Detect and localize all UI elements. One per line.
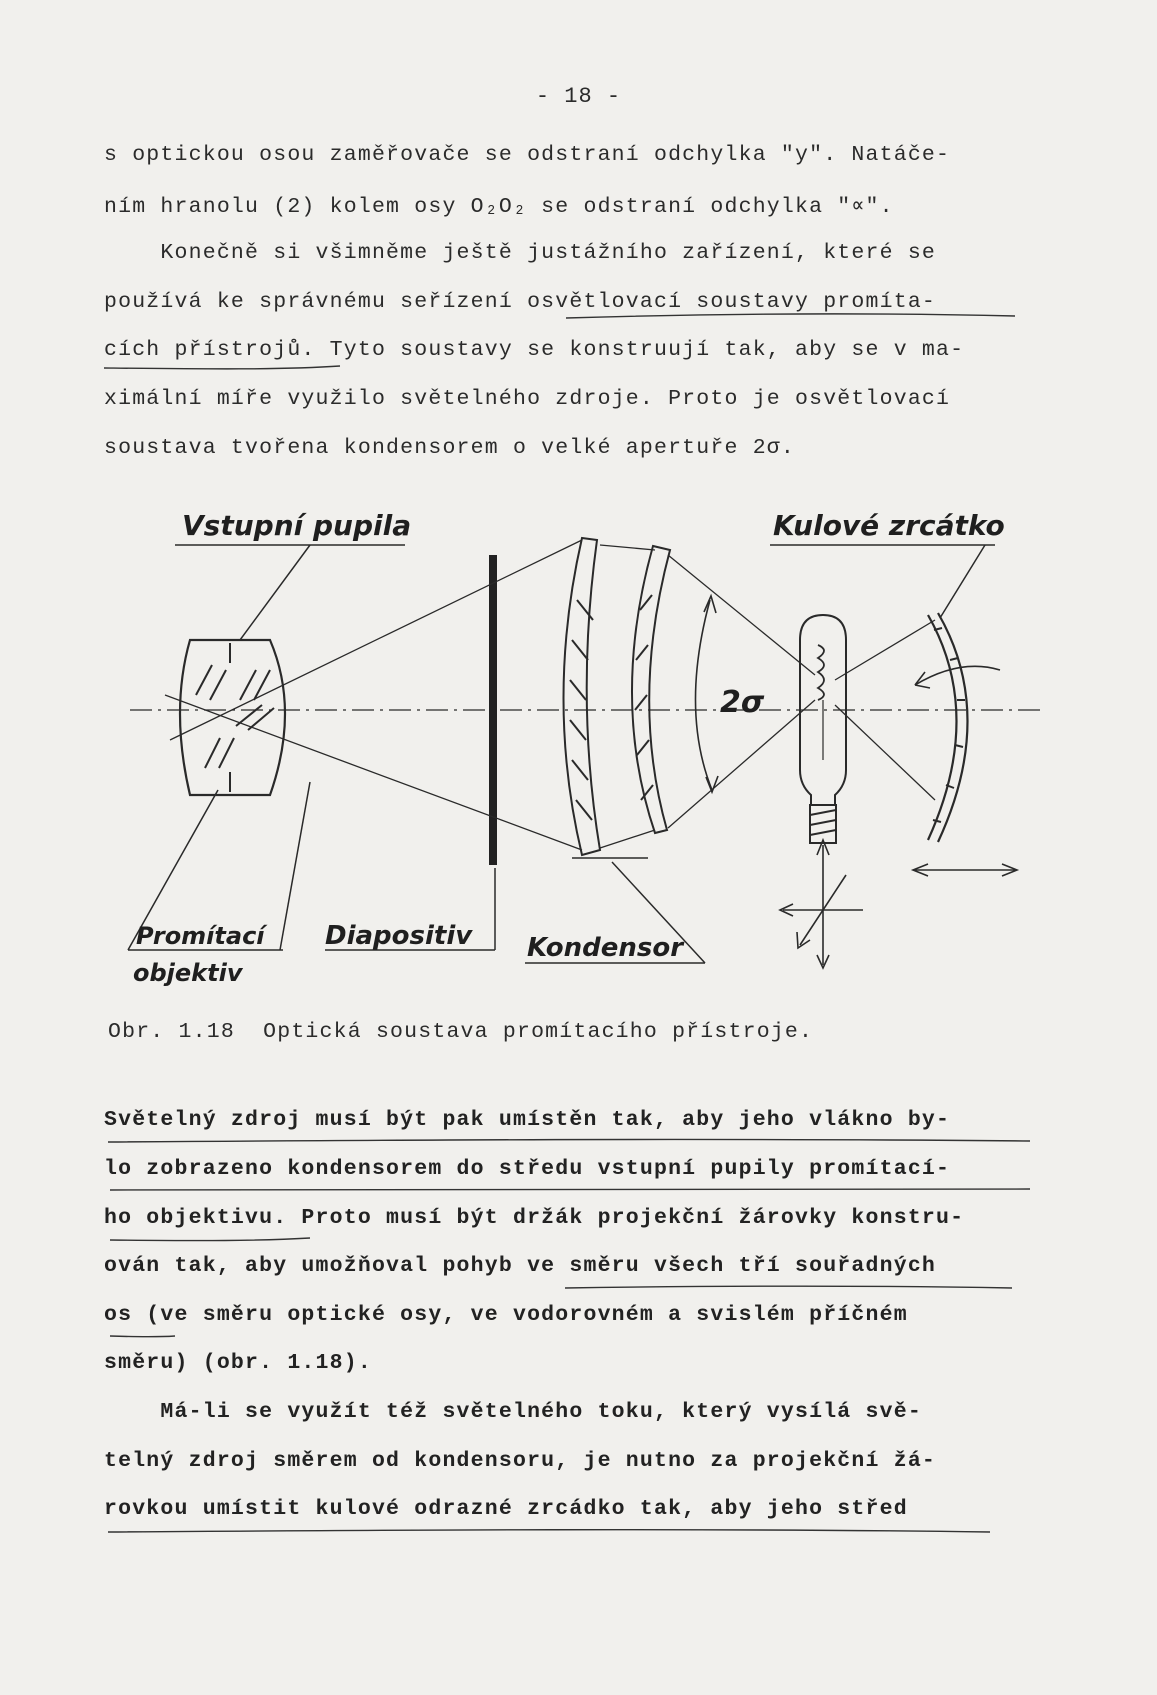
text-line: ním hranolu (2) kolem osy O₂O₂ se odstraní odchylka "∝". [104, 195, 894, 219]
spherical-mirror [915, 613, 1000, 842]
text-line: rovkou umístit kulové odrazné zrcádko tak, aby jeho střed [104, 1497, 908, 1521]
label-objective: objektiv [133, 959, 243, 987]
text-line: s optickou osou zaměřovače se odstraní odchylka "y". Natáče- [104, 143, 951, 167]
movement-arrows [780, 840, 1017, 968]
text-line: Konečně si všimněme ještě justážního zařízení, které se [104, 241, 937, 265]
text-line: Světelný zdroj musí být pak umístěn tak, aby jeho vlákno by- [104, 1108, 951, 1132]
aperture-angle-arc [695, 600, 712, 790]
text-line: směru) (obr. 1.18). [104, 1351, 372, 1375]
page-number: - 18 - [535, 84, 622, 109]
light-rays [165, 540, 935, 850]
label-entrance-pupil: Vstupní pupila [182, 509, 412, 542]
text-line: cích přístrojů. Tyto soustavy se konstruují tak, aby se v ma- [104, 338, 965, 362]
projection-lamp [800, 615, 846, 843]
label-diapositive: Diapositiv [325, 921, 473, 951]
text-line: soustava tvořena kondensorem o velké apertuře 2σ. [104, 436, 796, 460]
text-line: os (ve směru optické osy, ve vodorovném a svislém příčném [104, 1303, 908, 1327]
text-line: Má-li se využít též světelného toku, který vysílá svě- [104, 1400, 922, 1424]
pen-underlines [0, 0, 1157, 500]
text-line: používá ke správnému seřízení osvětlovací soustavy promíta- [104, 290, 937, 314]
text-line: ho objektivu. Proto musí být držák projekční žárovky konstru- [104, 1206, 965, 1230]
pen-underlines-lower [0, 1100, 1157, 1540]
text-line: telný zdroj směrem od kondensoru, je nutno za projekční žá- [104, 1449, 937, 1473]
projection-objective-lens [180, 640, 285, 795]
condenser-lenses [564, 538, 671, 855]
label-aperture-angle: 2σ [720, 685, 765, 720]
label-leaders [128, 545, 995, 963]
label-condenser: Kondensor [527, 933, 684, 963]
label-projection-objective: Promítací [136, 922, 265, 950]
figure-caption: Obr. 1.18 Optická soustava promítacího přístroje. [108, 1020, 814, 1044]
label-spherical-mirror: Kulové zrcátko [773, 509, 1005, 542]
text-line: lo zobrazeno kondensorem do středu vstupní pupily promítací- [104, 1157, 951, 1181]
text-line: ximální míře využilo světelného zdroje. Proto je osvětlovací [104, 387, 951, 411]
optical-system-figure [0, 500, 1157, 1000]
text-line: ován tak, aby umožňoval pohyb ve směru všech tří souřadných [104, 1254, 937, 1278]
